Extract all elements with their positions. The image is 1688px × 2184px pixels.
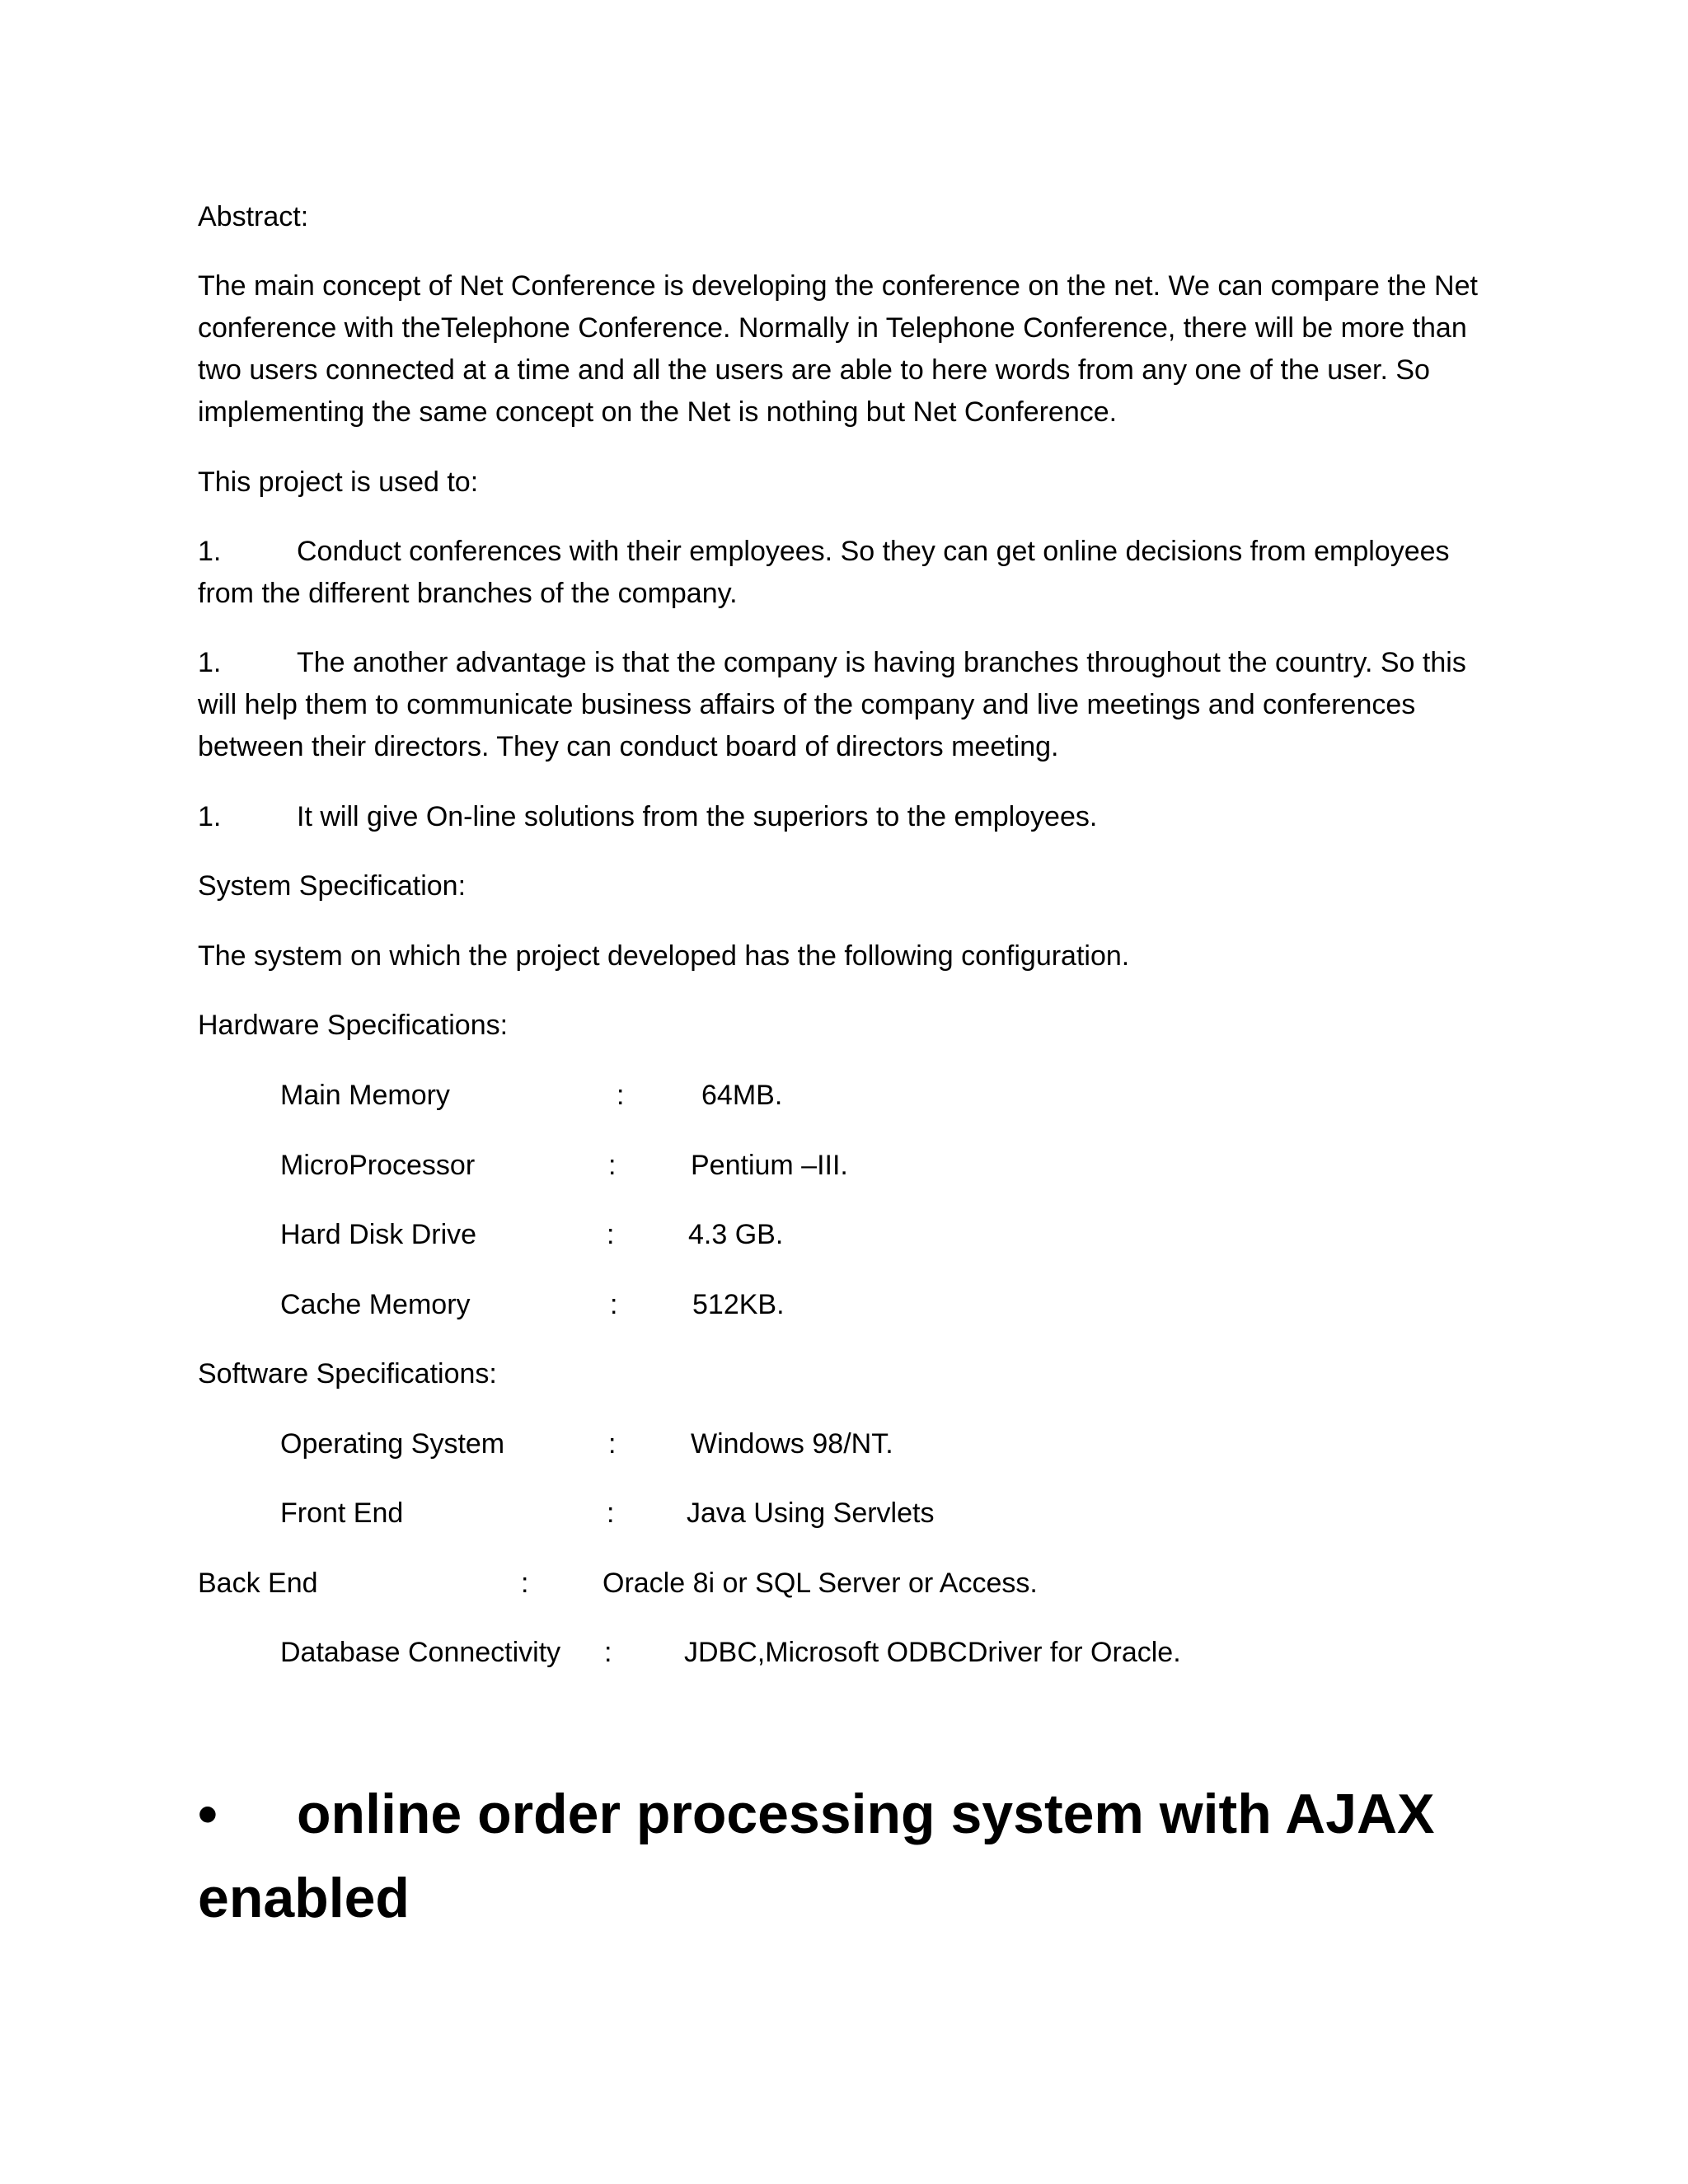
spec-label: MicroProcessor xyxy=(280,1150,476,1181)
spec-label: Hard Disk Drive xyxy=(280,1219,477,1250)
abstract-paragraph-line: The main concept of Net Conference is developing the conference on the net. We can compare the Net xyxy=(198,270,1478,302)
section-heading-text: online order processing system with AJAX xyxy=(297,1783,1435,1845)
bullet-icon: • xyxy=(198,1783,218,1845)
spec-label: Back End xyxy=(198,1568,318,1599)
system-spec-heading: System Specification: xyxy=(198,870,467,902)
abstract-heading: Abstract: xyxy=(198,201,309,232)
spec-value: JDBC,Microsoft ODBCDriver for Oracle. xyxy=(684,1637,1181,1668)
list-item xyxy=(198,642,1466,684)
abstract-paragraph-line: conference with theTelephone Conference. Normally in Telephone Conference, there will be more than xyxy=(198,312,1467,344)
list-item-text: Conduct conferences with their employees. So they can get online decisions from employees xyxy=(297,536,1450,567)
spec-separator: : xyxy=(608,1428,617,1460)
spec-label: Main Memory xyxy=(280,1080,450,1111)
spec-value: Java Using Servlets xyxy=(687,1497,935,1529)
software-spec-heading: Software Specifications: xyxy=(198,1358,497,1390)
spec-label: Operating System xyxy=(280,1428,505,1460)
list-item xyxy=(198,531,1450,573)
list-item-continuation: from the different branches of the company. xyxy=(198,578,738,609)
spec-separator: : xyxy=(604,1637,612,1668)
spec-label: Database Connectivity xyxy=(280,1637,561,1668)
abstract-paragraph-line: two users connected at a time and all the users are able to here words from any one of the user. So xyxy=(198,354,1430,386)
spec-label: Cache Memory xyxy=(280,1289,471,1320)
spec-value: Pentium –III. xyxy=(691,1150,848,1181)
list-item xyxy=(198,796,1097,838)
spec-value: 64MB. xyxy=(701,1080,783,1111)
project-uses-intro: This project is used to: xyxy=(198,466,479,498)
list-item-text: It will give On-line solutions from the superiors to the employees. xyxy=(297,801,1098,832)
system-spec-intro: The system on which the project developed has the following configuration. xyxy=(198,940,1130,972)
spec-separator: : xyxy=(617,1080,625,1111)
spec-value: 4.3 GB. xyxy=(688,1219,784,1250)
list-item-number: 1. xyxy=(198,647,222,678)
spec-value: 512KB. xyxy=(692,1289,785,1320)
list-item-text: The another advantage is that the company is having branches throughout the country. So this xyxy=(297,647,1466,678)
abstract-paragraph-line: implementing the same concept on the Net is nothing but Net Conference. xyxy=(198,396,1118,428)
list-item-number: 1. xyxy=(198,536,222,567)
spec-value: Oracle 8i or SQL Server or Access. xyxy=(603,1568,1038,1599)
spec-separator: : xyxy=(521,1568,529,1599)
spec-separator: : xyxy=(610,1289,618,1320)
spec-label: Front End xyxy=(280,1497,404,1529)
section-heading xyxy=(198,1772,1435,1856)
spec-separator: : xyxy=(607,1219,615,1250)
spec-separator: : xyxy=(608,1150,617,1181)
list-item-continuation: between their directors. They can conduct board of directors meeting. xyxy=(198,731,1059,762)
spec-value: Windows 98/NT. xyxy=(691,1428,893,1460)
section-heading-continuation: enabled xyxy=(198,1867,410,1929)
list-item-continuation: will help them to communicate business affairs of the company and live meetings and conferences xyxy=(198,689,1416,720)
list-item-number: 1. xyxy=(198,801,222,832)
hardware-spec-heading: Hardware Specifications: xyxy=(198,1010,509,1041)
spec-separator: : xyxy=(607,1497,615,1529)
